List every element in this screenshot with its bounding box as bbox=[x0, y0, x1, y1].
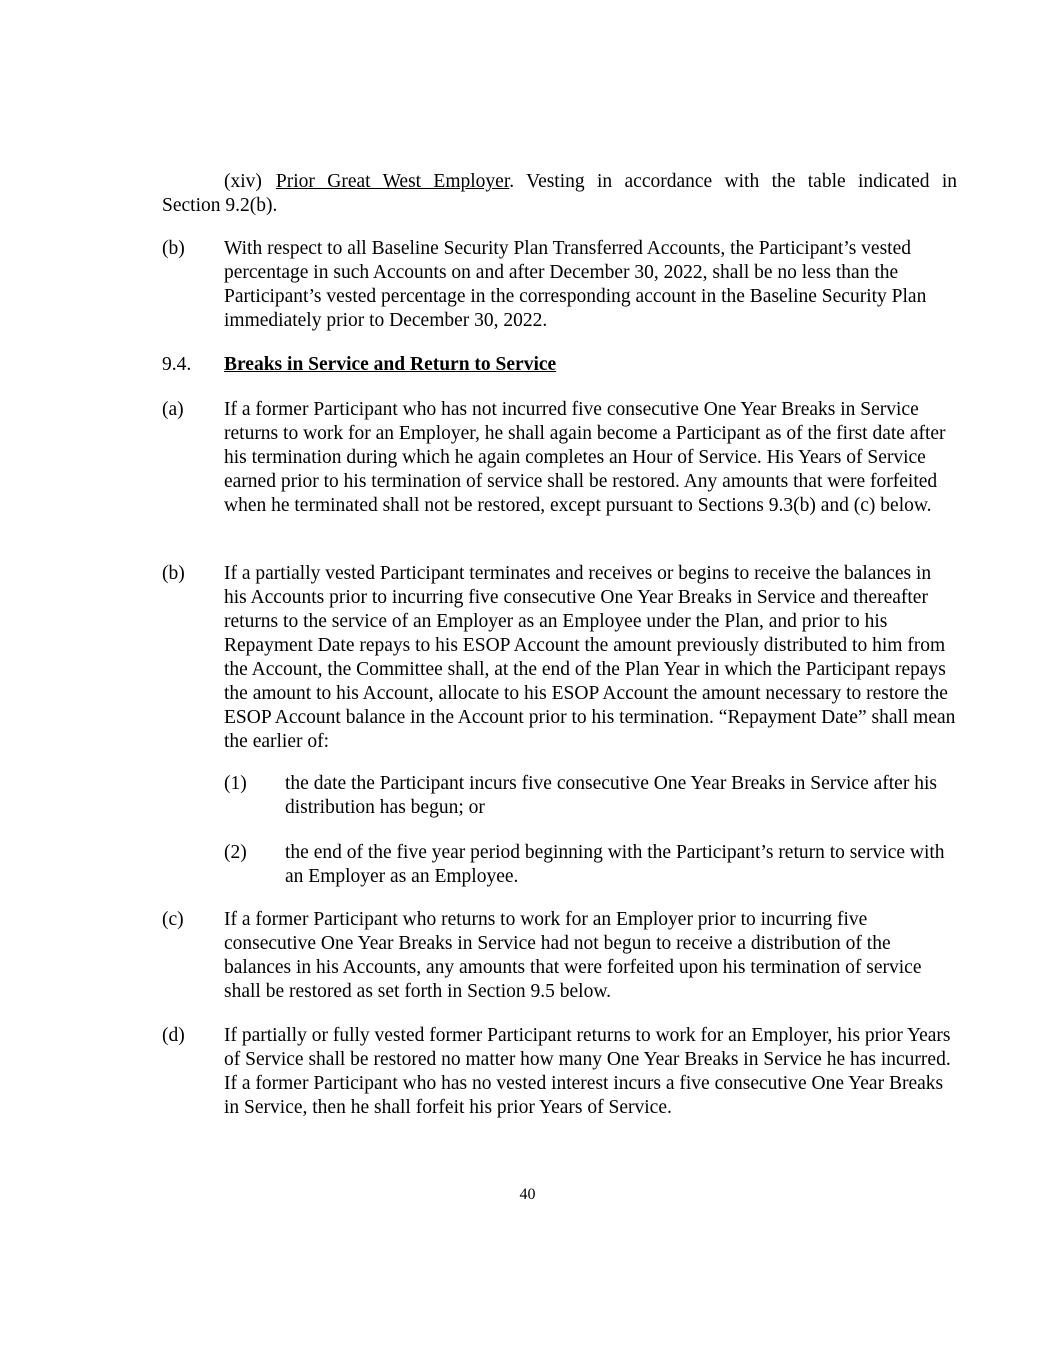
paragraph-b1 bbox=[224, 772, 957, 820]
paragraph-xiv bbox=[162, 170, 957, 218]
paragraph-a bbox=[162, 398, 957, 518]
paragraph-b2-label: (2) bbox=[224, 842, 247, 863]
paragraph-xiv-text-line1: . Vesting in accordance with the table indicated in bbox=[509, 171, 958, 192]
paragraph-b-baseline-text: With respect to all Baseline Security Plan Transferred Accounts, the Participant’s vested percentage in such Accounts on and after December 30, 2022, shall be no less than the Participant’s vested percentage in the corresponding account in the Baseline Security Plan immediately prior to December 30, 2022. bbox=[224, 238, 927, 331]
paragraph-a-text: If a former Participant who has not incurred five consecutive One Year Breaks in Service returns to work for an Employer, he shall again become a Participant as of the first date after his termination during which he again completes an Hour of Service. His Years of Service earned prior to his termination of service shall be restored. Any amounts that were forfeited when he terminated shall not be restored, except pursuant to Sections 9.3(b) and (c) below. bbox=[224, 399, 946, 516]
paragraph-d bbox=[162, 1024, 957, 1120]
paragraph-b-baseline bbox=[162, 237, 957, 333]
paragraph-c bbox=[162, 908, 957, 1004]
section-number: 9.4. bbox=[162, 354, 192, 375]
paragraph-xiv-text-line2: Section 9.2(b). bbox=[162, 195, 278, 216]
paragraph-b-baseline-label: (b) bbox=[162, 238, 185, 259]
paragraph-a-label: (a) bbox=[162, 399, 184, 420]
paragraph-c-text: If a former Participant who returns to work for an Employer prior to incurring five consecutive One Year Breaks in Service had not begun to receive a distribution of the balances in his Accounts, any amounts that were forfeited upon his termination of service shall be restored as set forth in Section 9.5 below. bbox=[224, 909, 922, 1002]
paragraph-b2 bbox=[224, 841, 957, 889]
paragraph-b bbox=[162, 562, 957, 754]
paragraph-xiv-title: Prior Great West Employer bbox=[275, 171, 510, 192]
paragraph-b2-text: the end of the five year period beginning with the Participant’s return to service with an Employer as an Employee. bbox=[285, 842, 945, 887]
section-heading bbox=[162, 353, 957, 377]
paragraph-b-label: (b) bbox=[162, 563, 185, 584]
paragraph-xiv-label: (xiv) bbox=[224, 171, 262, 192]
paragraph-c-label: (c) bbox=[162, 909, 184, 930]
paragraph-d-label: (d) bbox=[162, 1025, 185, 1046]
paragraph-d-text: If partially or fully vested former Participant returns to work for an Employer, his prior Years of Service shall be restored no matter how many One Year Breaks in Service he has incurred. If a former Participant who has no vested interest incurs a five consecutive One Year Breaks in Service, then he shall forfeit his prior Years of Service. bbox=[224, 1025, 951, 1118]
paragraph-b-text: If a partially vested Participant terminates and receives or begins to receive the balances in his Accounts prior to incurring five consecutive One Year Breaks in Service and thereafter returns to the service of an Employer as an Employee under the Plan, and prior to his Repayment Date repays to his ESOP Account the amount previously distributed to him from the Account, the Committee shall, at the end of the Plan Year in which the Participant repays the amount to his Account, allocate to his ESOP Account the amount necessary to restore the ESOP Account balance in the Account prior to his termination. “Repayment Date” shall mean the earlier of: bbox=[224, 563, 956, 752]
page-number: 40 bbox=[519, 1186, 536, 1203]
paragraph-xiv-line1 bbox=[162, 170, 957, 194]
paragraph-b1-text: the date the Participant incurs five consecutive One Year Breaks in Service after his distribution has begun; or bbox=[285, 773, 937, 818]
paragraph-b1-label: (1) bbox=[224, 773, 247, 794]
section-title: Breaks in Service and Return to Service bbox=[224, 354, 557, 375]
